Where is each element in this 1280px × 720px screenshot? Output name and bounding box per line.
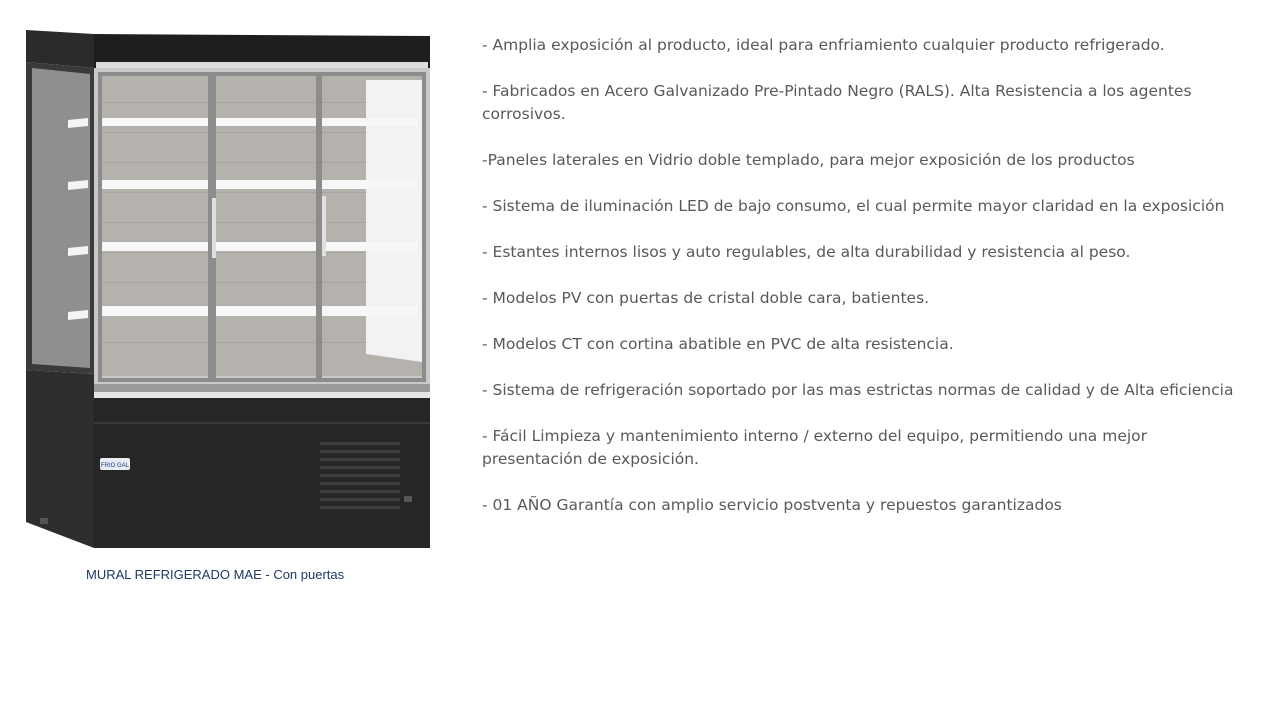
feature-item: - Modelos PV con puertas de cristal doble cara, batientes.	[482, 289, 930, 307]
feature-item: - Estantes internos lisos y auto regulables, de alta durabilidad y resistencia al peso.	[482, 243, 1131, 261]
feature-item: - Sistema de refrigeración soportado por las mas estrictas normas de calidad y de Alta eficiencia	[482, 381, 1234, 399]
feature-item: - Modelos CT con cortina abatible en PVC de alta resistencia.	[482, 335, 954, 353]
brand-badge: FRIO GAL	[100, 463, 130, 469]
feature-item: - Sistema de iluminación LED de bajo consumo, el cual permite mayor claridad en la exposición	[482, 197, 1225, 215]
feature-item: - Amplia exposición al producto, ideal para enfriamiento cualquier producto refrigerado.	[482, 36, 1165, 54]
feature-item: - 01 AÑO Garantía con amplio servicio postventa y repuestos garantizados	[482, 496, 1062, 514]
refrigerated-display-case-image	[18, 22, 438, 554]
feature-item: - Fabricados en Acero Galvanizado Pre-Pintado Negro (RALS). Alta Resistencia a los agentes corrosivos.	[482, 82, 1192, 123]
feature-item: -Paneles laterales en Vidrio doble templado, para mejor exposición de los productos	[482, 151, 1135, 169]
feature-item: - Fácil Limpieza y mantenimiento interno / externo del equipo, permitiendo una mejor presentación de exposición.	[482, 427, 1148, 468]
product-caption: MURAL REFRIGERADO MAE - Con puertas	[86, 567, 345, 582]
feature-list	[482, 34, 1252, 540]
